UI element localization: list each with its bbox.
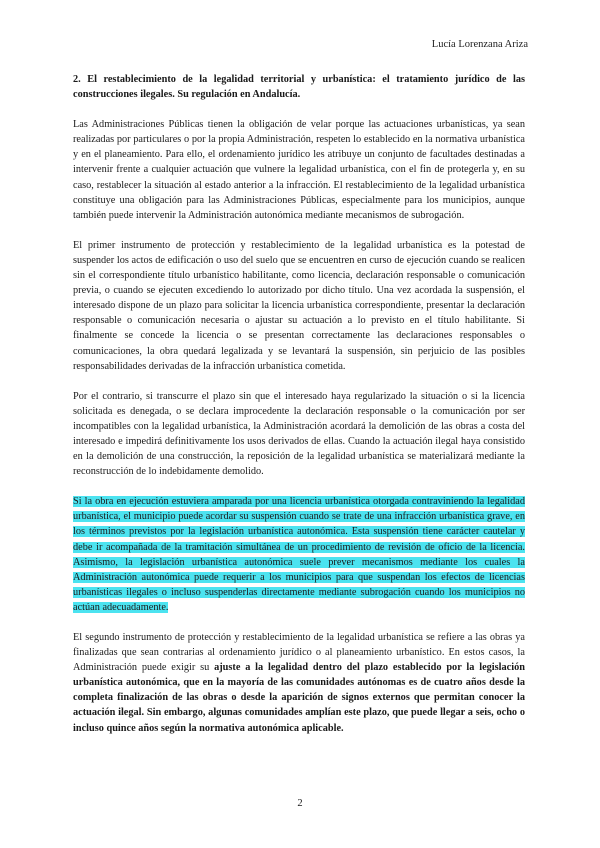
paragraph-5-bold-text: ajuste a la legalidad dentro del plazo establecido por la legislación urbanística autonómica, que en la mayoría de las comunidades autónomas es de cuatro años desde la completa finalización de las obras o desde la aparición de signos externos que permitan conocer la actuación ilegal. Sin embargo, algunas comunidades amplían este plazo, que puede llegar a seis, ocho o incluso quince años según la normativa autonómica aplicable. [73, 662, 525, 734]
page-number: 2 [297, 798, 303, 809]
paragraph-5 [73, 630, 525, 736]
header-author: Lucía Lorenzana Ariza [431, 39, 528, 50]
document-body [73, 72, 525, 751]
paragraph-1: Las Administraciones Públicas tienen la obligación de velar porque las actuaciones urbanísticas, ya sean realizadas por particulares o por la propia Administración, respeten lo establecido en la normativa urbanística y en el planeamiento. Para ello, el ordenamiento jurídico les atribuye un conjunto de facultades destinadas a intervenir frente a cualquier actuación que vulnere la legalidad urbanística, con el fin de protegerla y, en su caso, restablecer la situación al estado anterior a la infracción. El restablecimiento de la legalidad urbanística constituye una obligación para las Administraciones Públicas, especialmente para los municipios, aunque también puede intervenir la Administración autonómica mediante mecanismos de subrogación. [73, 119, 525, 221]
section-heading: 2. El restablecimiento de la legalidad territorial y urbanística: el tratamiento jurídico de las construcciones ilegales. Su regulación en Andalucía. [73, 74, 525, 101]
paragraph-3: Por el contrario, si transcurre el plazo sin que el interesado haya regularizado la situación o si la licencia solicitada es denegada, o se declara improcedente la declaración responsable o la comunicación por ser incompatibles con la legalidad urbanística, la Administración acordará la demolición de las obras a costa del interesado e impedirá definitivamente los usos derivados de ellas. Cuando la actuación ilegal haya consistido en la demolición de una construcción, la reposición de la legalidad urbanística se materializará mediante la reconstrucción de lo indebidamente demolido. [73, 390, 525, 478]
highlighted-text: Si la obra en ejecución estuviera amparada por una licencia urbanística otorgada contraviniendo la legalidad urbanística, el municipio puede acordar su suspensión cuando se trate de una infracción urbanística grave, en los términos previstos por la legislación urbanística autonómica. Esta suspensión tiene carácter cautelar y debe ir acompañada de la tramitación simultánea de un procedimiento de revisión de oficio de la licencia. Asimismo, la legislación urbanística autonómica suele prever mecanismos mediante los cuales la Administración autonómica puede requerir a los municipios para que suspendan los efectos de licencias urbanísticas ilegales o incluso suspenderlas directamente mediante subrogación cuando los municipios no actúan adecuadamente. [73, 496, 525, 613]
paragraph-4-highlighted [73, 494, 525, 615]
paragraph-2: El primer instrumento de protección y restablecimiento de la legalidad urbanística es la potestad de suspender los actos de edificación o uso del suelo que se encuentren en curso de ejecución cuando se realicen sin el correspondiente título urbanístico habilitante, como licencia, declaración responsable o comunicación previa, o cuando se ejecuten excediendo lo autorizado por dicho título. Una vez acordada la suspensión, el interesado dispone de un plazo para solicitar la licencia urbanística correspondiente, presentar la declaración responsable o comunicación necesaria o ajustar su actuación a lo previsto en el título habilitante. Si finalmente se concede la licencia o se presentan correctamente las declaraciones responsables o comunicaciones, la obra quedará legalizada y se levantará la suspensión, sin perjuicio de las posibles responsabilidades derivadas de la infracción urbanística cometida. [73, 239, 525, 372]
paragraph-5-text: El segundo instrumento de protección y restablecimiento de la legalidad urbanística se refiere a las obras ya finalizadas que sean contrarias al ordenamiento jurídico o al planeamiento urbanístico. En estos casos, la Administración puede exigir su [73, 632, 525, 674]
